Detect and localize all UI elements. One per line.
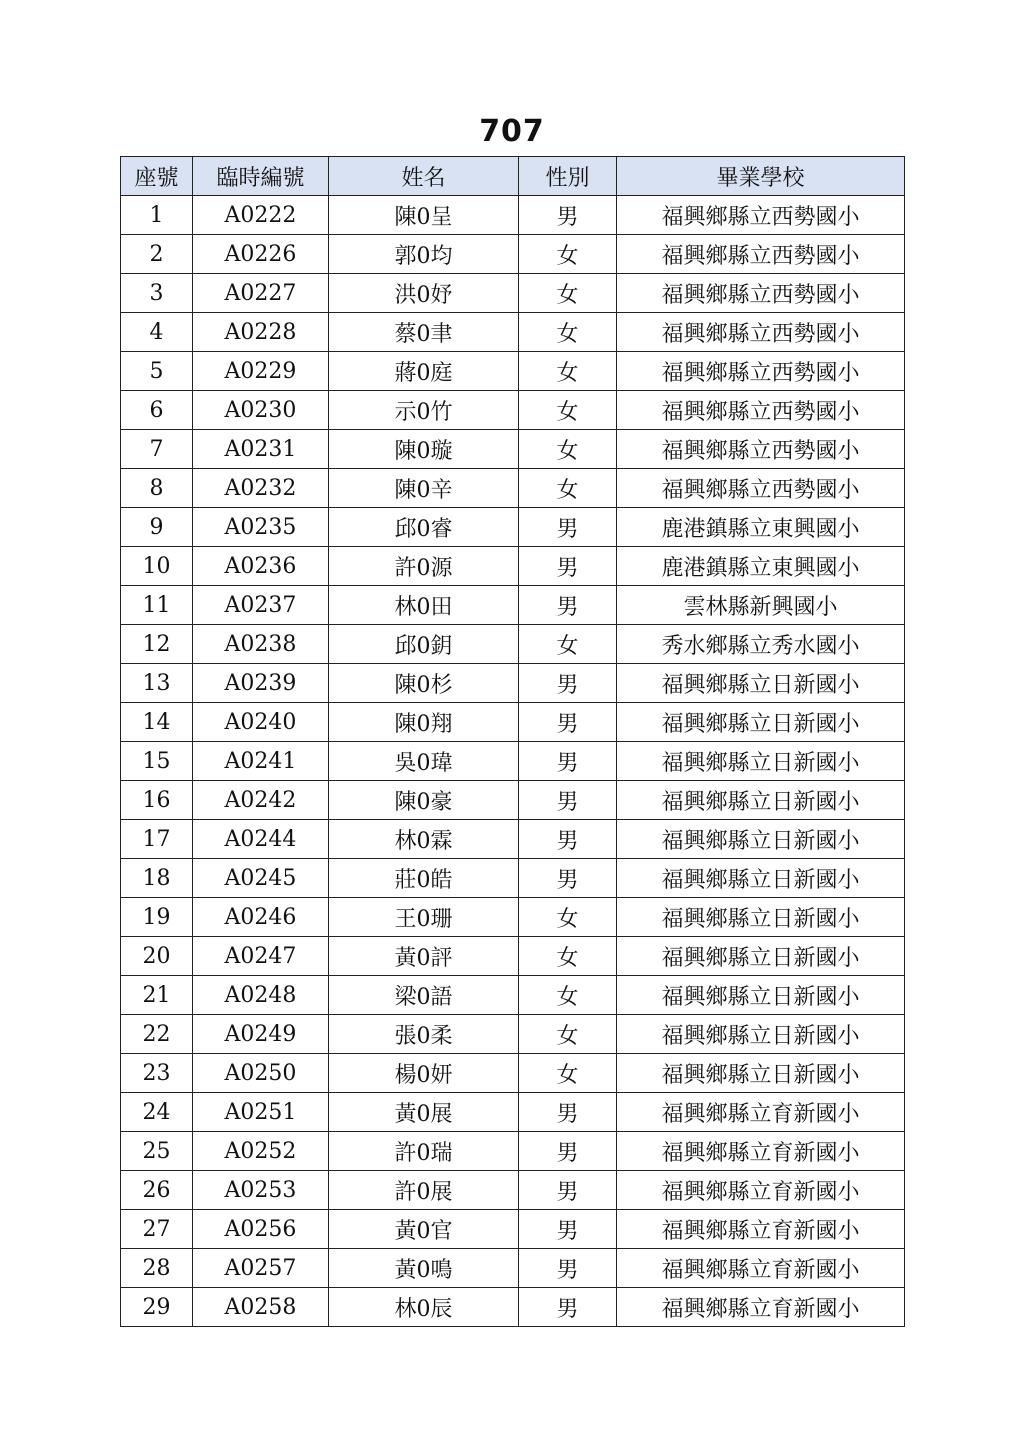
cell-gender: 男 xyxy=(519,664,617,703)
cell-graduated-school: 福興鄉縣立西勢國小 xyxy=(617,274,905,313)
cell-gender: 女 xyxy=(519,235,617,274)
cell-temporary-id: A0246 xyxy=(193,898,329,937)
cell-temporary-id: A0240 xyxy=(193,703,329,742)
cell-name: 張0柔 xyxy=(329,1015,519,1054)
table-row xyxy=(121,781,905,820)
cell-name: 蔡0聿 xyxy=(329,313,519,352)
cell-gender: 男 xyxy=(519,820,617,859)
cell-name: 黃0展 xyxy=(329,1093,519,1132)
cell-graduated-school: 福興鄉縣立日新國小 xyxy=(617,937,905,976)
cell-seat-number: 28 xyxy=(121,1249,193,1288)
cell-seat-number: 13 xyxy=(121,664,193,703)
cell-name: 陳0翔 xyxy=(329,703,519,742)
table-row xyxy=(121,586,905,625)
cell-seat-number: 18 xyxy=(121,859,193,898)
cell-name: 陳0辛 xyxy=(329,469,519,508)
cell-seat-number: 12 xyxy=(121,625,193,664)
cell-gender: 女 xyxy=(519,898,617,937)
cell-name: 邱0睿 xyxy=(329,508,519,547)
cell-gender: 男 xyxy=(519,547,617,586)
cell-gender: 男 xyxy=(519,1171,617,1210)
cell-gender: 女 xyxy=(519,625,617,664)
cell-name: 陳0璇 xyxy=(329,430,519,469)
cell-seat-number: 4 xyxy=(121,313,193,352)
cell-graduated-school: 福興鄉縣立日新國小 xyxy=(617,703,905,742)
cell-temporary-id: A0250 xyxy=(193,1054,329,1093)
table-row xyxy=(121,1015,905,1054)
cell-graduated-school: 福興鄉縣立日新國小 xyxy=(617,820,905,859)
cell-seat-number: 23 xyxy=(121,1054,193,1093)
table-row xyxy=(121,430,905,469)
cell-name: 林0田 xyxy=(329,586,519,625)
header-name: 姓名 xyxy=(329,157,519,196)
cell-graduated-school: 福興鄉縣立育新國小 xyxy=(617,1249,905,1288)
header-row xyxy=(121,157,905,196)
cell-gender: 男 xyxy=(519,1132,617,1171)
cell-seat-number: 3 xyxy=(121,274,193,313)
cell-name: 黃0鳴 xyxy=(329,1249,519,1288)
page-title: 707 xyxy=(479,114,545,149)
cell-temporary-id: A0244 xyxy=(193,820,329,859)
cell-graduated-school: 福興鄉縣立育新國小 xyxy=(617,1210,905,1249)
cell-name: 陳0呈 xyxy=(329,196,519,235)
cell-gender: 男 xyxy=(519,1249,617,1288)
cell-temporary-id: A0222 xyxy=(193,196,329,235)
cell-graduated-school: 福興鄉縣立西勢國小 xyxy=(617,235,905,274)
cell-temporary-id: A0231 xyxy=(193,430,329,469)
cell-seat-number: 2 xyxy=(121,235,193,274)
cell-seat-number: 22 xyxy=(121,1015,193,1054)
cell-name: 許0展 xyxy=(329,1171,519,1210)
header-gender: 性別 xyxy=(519,157,617,196)
table-row xyxy=(121,235,905,274)
cell-name: 梁0語 xyxy=(329,976,519,1015)
table-row xyxy=(121,196,905,235)
cell-name: 林0霖 xyxy=(329,820,519,859)
cell-graduated-school: 福興鄉縣立日新國小 xyxy=(617,742,905,781)
cell-seat-number: 17 xyxy=(121,820,193,859)
header-temporary-id: 臨時編號 xyxy=(193,157,329,196)
cell-graduated-school: 福興鄉縣立日新國小 xyxy=(617,1015,905,1054)
cell-temporary-id: A0247 xyxy=(193,937,329,976)
cell-seat-number: 11 xyxy=(121,586,193,625)
cell-gender: 男 xyxy=(519,1210,617,1249)
cell-graduated-school: 福興鄉縣立日新國小 xyxy=(617,859,905,898)
table-row xyxy=(121,508,905,547)
cell-name: 黃0評 xyxy=(329,937,519,976)
cell-graduated-school: 福興鄉縣立西勢國小 xyxy=(617,196,905,235)
cell-temporary-id: A0236 xyxy=(193,547,329,586)
cell-temporary-id: A0232 xyxy=(193,469,329,508)
table-row xyxy=(121,742,905,781)
cell-temporary-id: A0239 xyxy=(193,664,329,703)
cell-seat-number: 6 xyxy=(121,391,193,430)
cell-graduated-school: 鹿港鎮縣立東興國小 xyxy=(617,508,905,547)
cell-graduated-school: 福興鄉縣立西勢國小 xyxy=(617,313,905,352)
cell-temporary-id: A0248 xyxy=(193,976,329,1015)
cell-temporary-id: A0228 xyxy=(193,313,329,352)
cell-gender: 男 xyxy=(519,742,617,781)
cell-temporary-id: A0235 xyxy=(193,508,329,547)
cell-name: 邱0鈅 xyxy=(329,625,519,664)
table-row xyxy=(121,625,905,664)
cell-temporary-id: A0238 xyxy=(193,625,329,664)
cell-temporary-id: A0256 xyxy=(193,1210,329,1249)
cell-gender: 女 xyxy=(519,430,617,469)
cell-seat-number: 21 xyxy=(121,976,193,1015)
cell-gender: 女 xyxy=(519,1015,617,1054)
table-row xyxy=(121,820,905,859)
cell-seat-number: 10 xyxy=(121,547,193,586)
cell-temporary-id: A0241 xyxy=(193,742,329,781)
cell-gender: 男 xyxy=(519,586,617,625)
cell-graduated-school: 秀水鄉縣立秀水國小 xyxy=(617,625,905,664)
cell-name: 蔣0庭 xyxy=(329,352,519,391)
cell-temporary-id: A0251 xyxy=(193,1093,329,1132)
cell-gender: 女 xyxy=(519,937,617,976)
cell-name: 林0辰 xyxy=(329,1288,519,1327)
cell-gender: 女 xyxy=(519,1054,617,1093)
table-row xyxy=(121,1171,905,1210)
cell-graduated-school: 福興鄉縣立日新國小 xyxy=(617,898,905,937)
cell-graduated-school: 福興鄉縣立育新國小 xyxy=(617,1288,905,1327)
cell-seat-number: 24 xyxy=(121,1093,193,1132)
cell-graduated-school: 鹿港鎮縣立東興國小 xyxy=(617,547,905,586)
table-row xyxy=(121,976,905,1015)
cell-name: 陳0杉 xyxy=(329,664,519,703)
cell-temporary-id: A0258 xyxy=(193,1288,329,1327)
cell-name: 許0源 xyxy=(329,547,519,586)
cell-seat-number: 15 xyxy=(121,742,193,781)
cell-graduated-school: 福興鄉縣立西勢國小 xyxy=(617,469,905,508)
table-row xyxy=(121,937,905,976)
cell-temporary-id: A0227 xyxy=(193,274,329,313)
cell-name: 陳0豪 xyxy=(329,781,519,820)
cell-graduated-school: 福興鄉縣立西勢國小 xyxy=(617,391,905,430)
cell-gender: 男 xyxy=(519,859,617,898)
cell-graduated-school: 福興鄉縣立西勢國小 xyxy=(617,430,905,469)
cell-graduated-school: 福興鄉縣立西勢國小 xyxy=(617,352,905,391)
table-row xyxy=(121,703,905,742)
cell-seat-number: 8 xyxy=(121,469,193,508)
cell-name: 楊0妍 xyxy=(329,1054,519,1093)
cell-temporary-id: A0257 xyxy=(193,1249,329,1288)
cell-seat-number: 1 xyxy=(121,196,193,235)
cell-gender: 女 xyxy=(519,469,617,508)
cell-gender: 男 xyxy=(519,1288,617,1327)
cell-graduated-school: 福興鄉縣立日新國小 xyxy=(617,781,905,820)
table-row xyxy=(121,391,905,430)
cell-name: 示0竹 xyxy=(329,391,519,430)
cell-graduated-school: 雲林縣新興國小 xyxy=(617,586,905,625)
cell-gender: 女 xyxy=(519,274,617,313)
cell-graduated-school: 福興鄉縣立日新國小 xyxy=(617,1054,905,1093)
cell-seat-number: 25 xyxy=(121,1132,193,1171)
cell-graduated-school: 福興鄉縣立育新國小 xyxy=(617,1171,905,1210)
cell-graduated-school: 福興鄉縣立育新國小 xyxy=(617,1093,905,1132)
cell-seat-number: 14 xyxy=(121,703,193,742)
table-row xyxy=(121,1210,905,1249)
cell-seat-number: 29 xyxy=(121,1288,193,1327)
cell-seat-number: 5 xyxy=(121,352,193,391)
cell-name: 許0瑞 xyxy=(329,1132,519,1171)
table-row xyxy=(121,352,905,391)
cell-seat-number: 27 xyxy=(121,1210,193,1249)
table-row xyxy=(121,313,905,352)
cell-temporary-id: A0226 xyxy=(193,235,329,274)
cell-temporary-id: A0230 xyxy=(193,391,329,430)
cell-temporary-id: A0237 xyxy=(193,586,329,625)
cell-seat-number: 9 xyxy=(121,508,193,547)
cell-gender: 男 xyxy=(519,703,617,742)
cell-seat-number: 19 xyxy=(121,898,193,937)
cell-gender: 男 xyxy=(519,1093,617,1132)
cell-temporary-id: A0242 xyxy=(193,781,329,820)
cell-gender: 男 xyxy=(519,508,617,547)
cell-name: 洪0妤 xyxy=(329,274,519,313)
cell-graduated-school: 福興鄉縣立日新國小 xyxy=(617,664,905,703)
cell-gender: 女 xyxy=(519,391,617,430)
cell-seat-number: 26 xyxy=(121,1171,193,1210)
table-body xyxy=(121,196,905,1327)
cell-temporary-id: A0253 xyxy=(193,1171,329,1210)
header-seat-number: 座號 xyxy=(121,157,193,196)
header-graduated-school: 畢業學校 xyxy=(617,157,905,196)
cell-seat-number: 7 xyxy=(121,430,193,469)
cell-gender: 女 xyxy=(519,352,617,391)
cell-seat-number: 20 xyxy=(121,937,193,976)
table-row xyxy=(121,1288,905,1327)
student-roster-table xyxy=(120,156,905,1327)
table-row xyxy=(121,1249,905,1288)
table-row xyxy=(121,1093,905,1132)
table-header xyxy=(121,157,905,196)
cell-name: 吳0瑋 xyxy=(329,742,519,781)
cell-name: 莊0皓 xyxy=(329,859,519,898)
cell-gender: 女 xyxy=(519,313,617,352)
cell-seat-number: 16 xyxy=(121,781,193,820)
cell-name: 郭0均 xyxy=(329,235,519,274)
cell-graduated-school: 福興鄉縣立日新國小 xyxy=(617,976,905,1015)
cell-name: 黃0官 xyxy=(329,1210,519,1249)
table-row xyxy=(121,664,905,703)
cell-temporary-id: A0229 xyxy=(193,352,329,391)
cell-gender: 男 xyxy=(519,196,617,235)
cell-graduated-school: 福興鄉縣立育新國小 xyxy=(617,1132,905,1171)
cell-temporary-id: A0252 xyxy=(193,1132,329,1171)
cell-temporary-id: A0249 xyxy=(193,1015,329,1054)
table-row xyxy=(121,469,905,508)
cell-temporary-id: A0245 xyxy=(193,859,329,898)
table-row xyxy=(121,859,905,898)
table-row xyxy=(121,1132,905,1171)
table-row xyxy=(121,898,905,937)
table-row xyxy=(121,1054,905,1093)
table-row xyxy=(121,547,905,586)
cell-gender: 男 xyxy=(519,781,617,820)
cell-name: 王0珊 xyxy=(329,898,519,937)
table-row xyxy=(121,274,905,313)
cell-gender: 女 xyxy=(519,976,617,1015)
